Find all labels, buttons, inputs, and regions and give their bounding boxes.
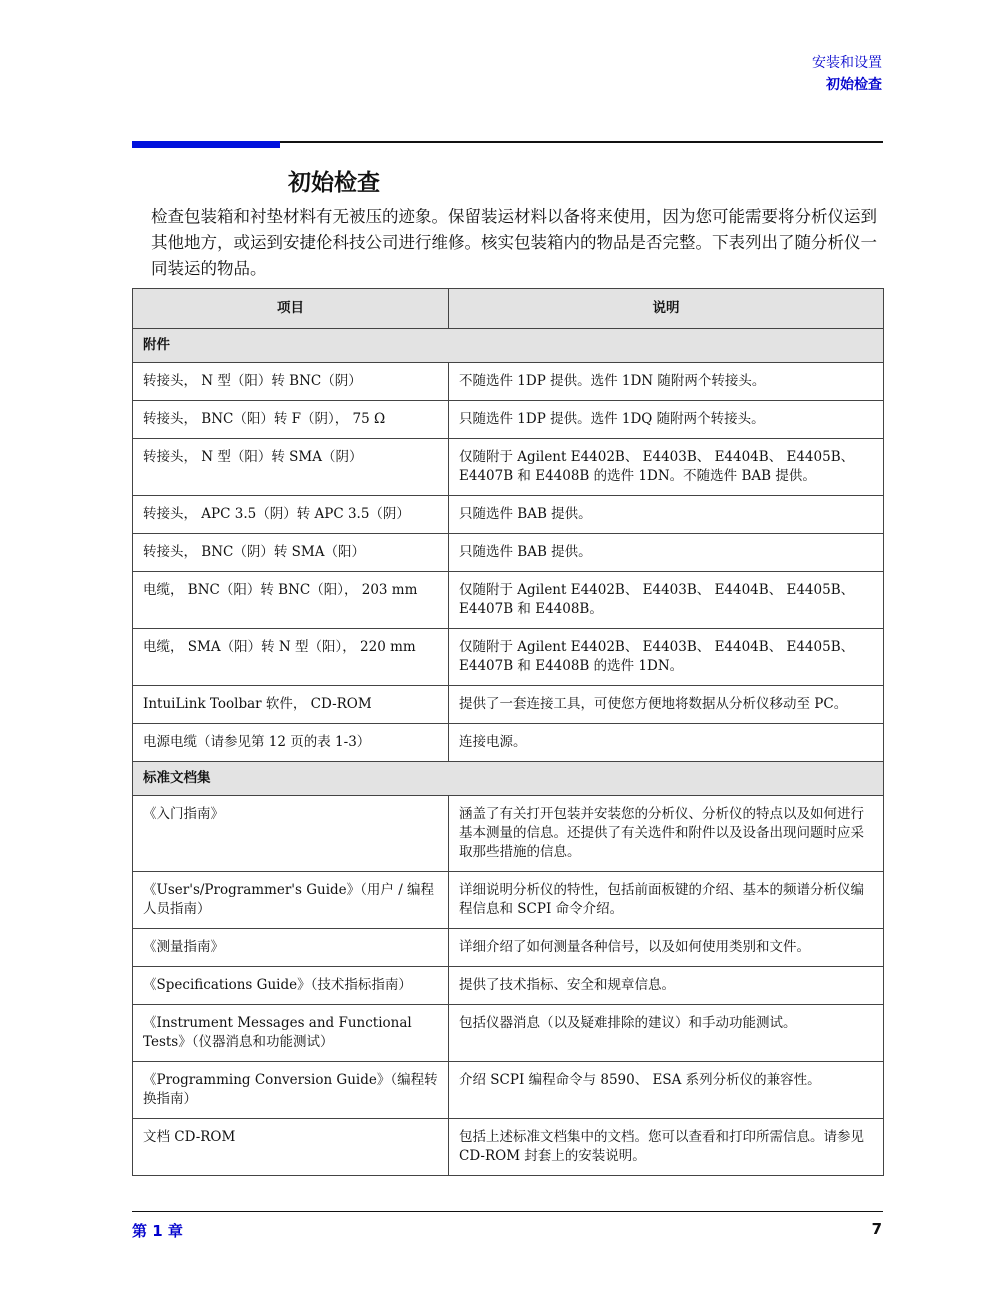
table-header-row (133, 289, 884, 329)
table-row (133, 629, 884, 686)
table-row (133, 534, 884, 572)
item-cell: 电缆， BNC（阳）转 BNC（阳）， 203 mm (133, 572, 449, 629)
item-cell: 《Specifications Guide》（技术指标指南） (133, 967, 449, 1005)
item-cell: 转接头， BNC（阳）转 F（阴）， 75 Ω (133, 401, 449, 439)
item-cell: 《入门指南》 (133, 796, 449, 872)
description-cell: 仅随附于 Agilent E4402B、 E4403B、 E4404B、 E4405B、E4407B 和 E4408B 的选件 1DN。 (449, 629, 884, 686)
table-row (133, 724, 884, 762)
item-cell: 转接头， APC 3.5（阴）转 APC 3.5（阴） (133, 496, 449, 534)
table-row (133, 929, 884, 967)
description-cell: 仅随附于 Agilent E4402B、 E4403B、 E4404B、 E4405B、E4407B 和 E4408B 的选件 1DN。不随选件 BAB 提供。 (449, 439, 884, 496)
item-cell: 文档 CD-ROM (133, 1119, 449, 1176)
table-row (133, 439, 884, 496)
description-cell: 包括上述标准文档集中的文档。您可以查看和打印所需信息。请参见 CD-ROM 封套上的安装说明。 (449, 1119, 884, 1176)
table-row (133, 1005, 884, 1062)
description-cell: 提供了技术指标、安全和规章信息。 (449, 967, 884, 1005)
bottom-rule (132, 1211, 883, 1212)
group-heading: 附件 (133, 329, 884, 363)
header-section: 安装和设置 (812, 55, 882, 71)
description-cell: 涵盖了有关打开包装并安装您的分析仪、分析仪的特点以及如何进行基本测量的信息。还提供了有关选件和附件以及设备出现问题时应采取那些措施的信息。 (449, 796, 884, 872)
intro-paragraph: 检查包装箱和衬垫材料有无被压的迹象。保留装运材料以备将来使用，因为您可能需要将分析仪运到其他地方，或运到安捷伦科技公司进行维修。核实包装箱内的物品是否完整。下表列出了随分析仪一同装运的物品。 (151, 207, 877, 278)
item-cell: IntuiLink Toolbar 软件， CD-ROM (133, 686, 449, 724)
top-rule (280, 141, 883, 143)
table-row (133, 686, 884, 724)
item-cell: 转接头， N 型（阳）转 BNC（阴） (133, 363, 449, 401)
description-cell: 包括仪器消息（以及疑难排除的建议）和手动功能测试。 (449, 1005, 884, 1062)
group-heading: 标准文档集 (133, 762, 884, 796)
description-cell: 提供了一套连接工具，可使您方便地将数据从分析仪移动至 PC。 (449, 686, 884, 724)
table-row (133, 796, 884, 872)
table-body (133, 329, 884, 1176)
item-cell: 《Instrument Messages and Functional Tests》（仪器消息和功能测试） (133, 1005, 449, 1062)
section-title: 初始检查 (288, 169, 380, 196)
table-row (133, 496, 884, 534)
section-accent-bar (132, 141, 280, 148)
table-row (133, 1119, 884, 1176)
table-row (133, 872, 884, 929)
description-cell: 介绍 SCPI 编程命令与 8590、 ESA 系列分析仪的兼容性。 (449, 1062, 884, 1119)
description-cell: 不随选件 1DP 提供。选件 1DN 随附两个转接头。 (449, 363, 884, 401)
table-row (133, 967, 884, 1005)
item-cell: 转接头， N 型（阳）转 SMA（阴） (133, 439, 449, 496)
column-header-description: 说明 (449, 289, 884, 329)
running-header (812, 52, 882, 96)
item-cell: 电缆， SMA（阳）转 N 型（阳）， 220 mm (133, 629, 449, 686)
description-cell: 详细说明分析仪的特性，包括前面板键的介绍、基本的频谱分析仪编程信息和 SCPI 命令介绍。 (449, 872, 884, 929)
items-table (132, 288, 884, 1176)
table-group-row (133, 762, 884, 796)
table-row (133, 572, 884, 629)
item-cell: 电源电缆（请参见第 12 页的表 1-3） (133, 724, 449, 762)
description-cell: 只随选件 BAB 提供。 (449, 496, 884, 534)
description-cell: 只随选件 BAB 提供。 (449, 534, 884, 572)
item-cell: 转接头， BNC（阴）转 SMA（阳） (133, 534, 449, 572)
description-cell: 详细介绍了如何测量各种信号，以及如何使用类别和文件。 (449, 929, 884, 967)
description-cell: 连接电源。 (449, 724, 884, 762)
description-cell: 仅随附于 Agilent E4402B、 E4403B、 E4404B、 E4405B、E4407B 和 E4408B。 (449, 572, 884, 629)
table-row (133, 363, 884, 401)
table-row (133, 1062, 884, 1119)
description-cell: 只随选件 1DP 提供。选件 1DQ 随附两个转接头。 (449, 401, 884, 439)
table-row (133, 401, 884, 439)
item-cell: 《Programming Conversion Guide》（编程转换指南） (133, 1062, 449, 1119)
footer-chapter: 第 1 章 (132, 1222, 183, 1240)
footer-page-number: 7 (871, 1220, 882, 1238)
column-header-item: 项目 (133, 289, 449, 329)
header-subsection: 初始检查 (826, 77, 882, 93)
item-cell: 《测量指南》 (133, 929, 449, 967)
table-group-row (133, 329, 884, 363)
item-cell: 《User's/Programmer's Guide》（用户 / 编程人员指南） (133, 872, 449, 929)
